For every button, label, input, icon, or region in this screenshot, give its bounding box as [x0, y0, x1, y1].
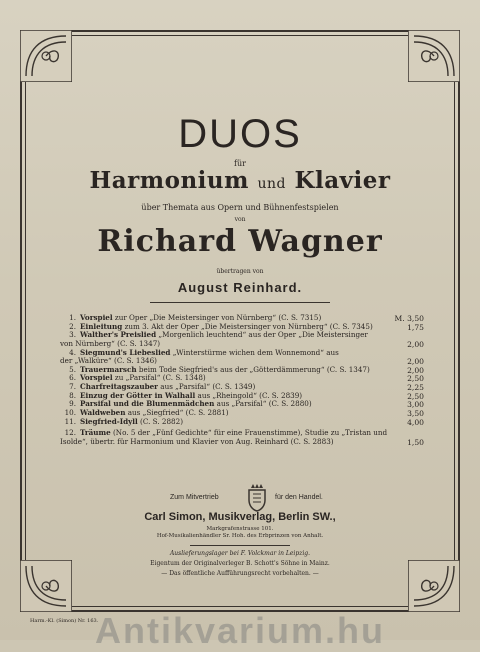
price: 2,00	[407, 357, 424, 367]
price: 2,50	[407, 374, 424, 384]
list-item-continuation: von Nürnberg“ (C. S. 1347) 2,00	[60, 338, 424, 349]
price: 1,75	[407, 322, 424, 332]
list-item: 7. Charfreitagszauber aus „Parsifal“ (C. S. 1349) 2,25	[69, 382, 424, 393]
performance-rights-note: — Das öffentliche Aufführungsrecht vorbehalten. —	[161, 570, 319, 577]
watermark: Antikvarium.hu	[94, 610, 386, 651]
mitvertrieb-label: Zum Mitvertrieb	[170, 494, 219, 501]
price: 3,50	[407, 409, 424, 419]
list-item: 8. Einzug der Götter in Walhall aus „Rheingold“ (C. S. 2839) 2,50	[69, 390, 424, 401]
list-item: 10. Waldweben aus „Siegfried“ (C. S. 2881) 3,50	[64, 408, 424, 419]
publisher-name: Carl Simon, Musikverlag, Berlin SW.,	[144, 511, 336, 523]
price: M. 3,50	[394, 314, 424, 323]
arranger-name: August Reinhard.	[177, 280, 303, 295]
subtitle: über Themata aus Opern und Bühnenfestspielen	[141, 203, 339, 212]
divider	[190, 545, 290, 546]
contents-list	[60, 314, 424, 447]
price: 4,00	[407, 417, 424, 427]
title-fuer: für	[234, 159, 246, 168]
list-item-continuation: der „Walküre“ (C. S. 1346) 2,00	[60, 356, 424, 367]
price: 2,00	[407, 339, 424, 349]
price: 2,50	[407, 391, 424, 401]
price: 1,50	[407, 437, 424, 447]
instruments-heading	[0, 167, 480, 194]
price: 2,25	[407, 383, 424, 393]
instrument-und: und	[257, 176, 286, 192]
court-supplier-note: Hof-Musikalienhändler Sr. Hoh. des Erbprinzen von Anhalt.	[156, 533, 324, 539]
composer-name: Richard Wagner	[97, 224, 383, 259]
list-item: 12. Träume (No. 5 der „Fünf Gedichte“ für eine Frauenstimme), Studie zu „Tristan und	[64, 428, 388, 438]
handel-label: für den Handel.	[275, 494, 323, 501]
list-item-continuation: Isolde“, übertr. für Harmonium und Klavier von Aug. Reinhard (C. S. 2883) 1,50	[60, 436, 424, 447]
von-label: von	[234, 216, 246, 223]
corner-ornament-bottom-right	[408, 560, 460, 612]
arranged-by-label: übertragen von	[216, 268, 264, 275]
list-item: 6. Vorspiel zu „Parsifal“ (C. S. 1348) 2,50	[69, 373, 424, 384]
list-item: 9. Parsifal und die Blumenmädchen aus „Parsifal“ (C. S. 2880) 3,00	[69, 399, 424, 410]
auslieferung-note: Auslieferungslager bei F. Volckmar in Leipzig.	[169, 550, 311, 557]
list-item: 2. Einleitung zum 3. Akt der Oper „Die Meistersinger von Nürnberg“ (C. S. 7345) 1,75	[69, 321, 424, 332]
list-item: 3. Walther's Preislied „Morgenlich leuchtend“ aus der Oper „Die Meistersinger	[69, 330, 368, 340]
list-item: 4. Siegmund's Liebeslied „Winterstürme wichen dem Wonnemond“ aus	[69, 347, 339, 357]
list-item: 1. Vorspiel zur Oper „Die Meistersinger von Nürnberg“ (C. S. 7315) M. 3,50	[69, 313, 424, 323]
title: DUOS	[178, 112, 302, 156]
eigentum-note: Eigentum der Originalverleger B. Schott's Söhne in Mainz.	[150, 560, 330, 567]
instrument-klavier: Klavier	[294, 167, 391, 194]
publisher-address: Markgrafenstrasse 101.	[206, 526, 274, 532]
corner-ornament-top-left	[20, 30, 72, 82]
divider	[150, 302, 330, 303]
list-item: 11. Siegfried-Idyll (C. S. 2882) 4,00	[64, 416, 424, 427]
corner-ornament-top-right	[408, 30, 460, 82]
plate-number: Harm.-Kl. (Simon) Nr. 163.	[30, 618, 99, 624]
list-item: 5. Trauermarsch beim Tode Siegfried's aus der „Götterdämmerung“ (C. S. 1347) 2,00	[69, 364, 424, 375]
price: 2,00	[407, 365, 424, 375]
corner-ornament-bottom-left	[20, 560, 72, 612]
coat-of-arms-icon	[245, 484, 269, 512]
price: 3,00	[407, 400, 424, 410]
instrument-harmonium: Harmonium	[89, 167, 249, 194]
